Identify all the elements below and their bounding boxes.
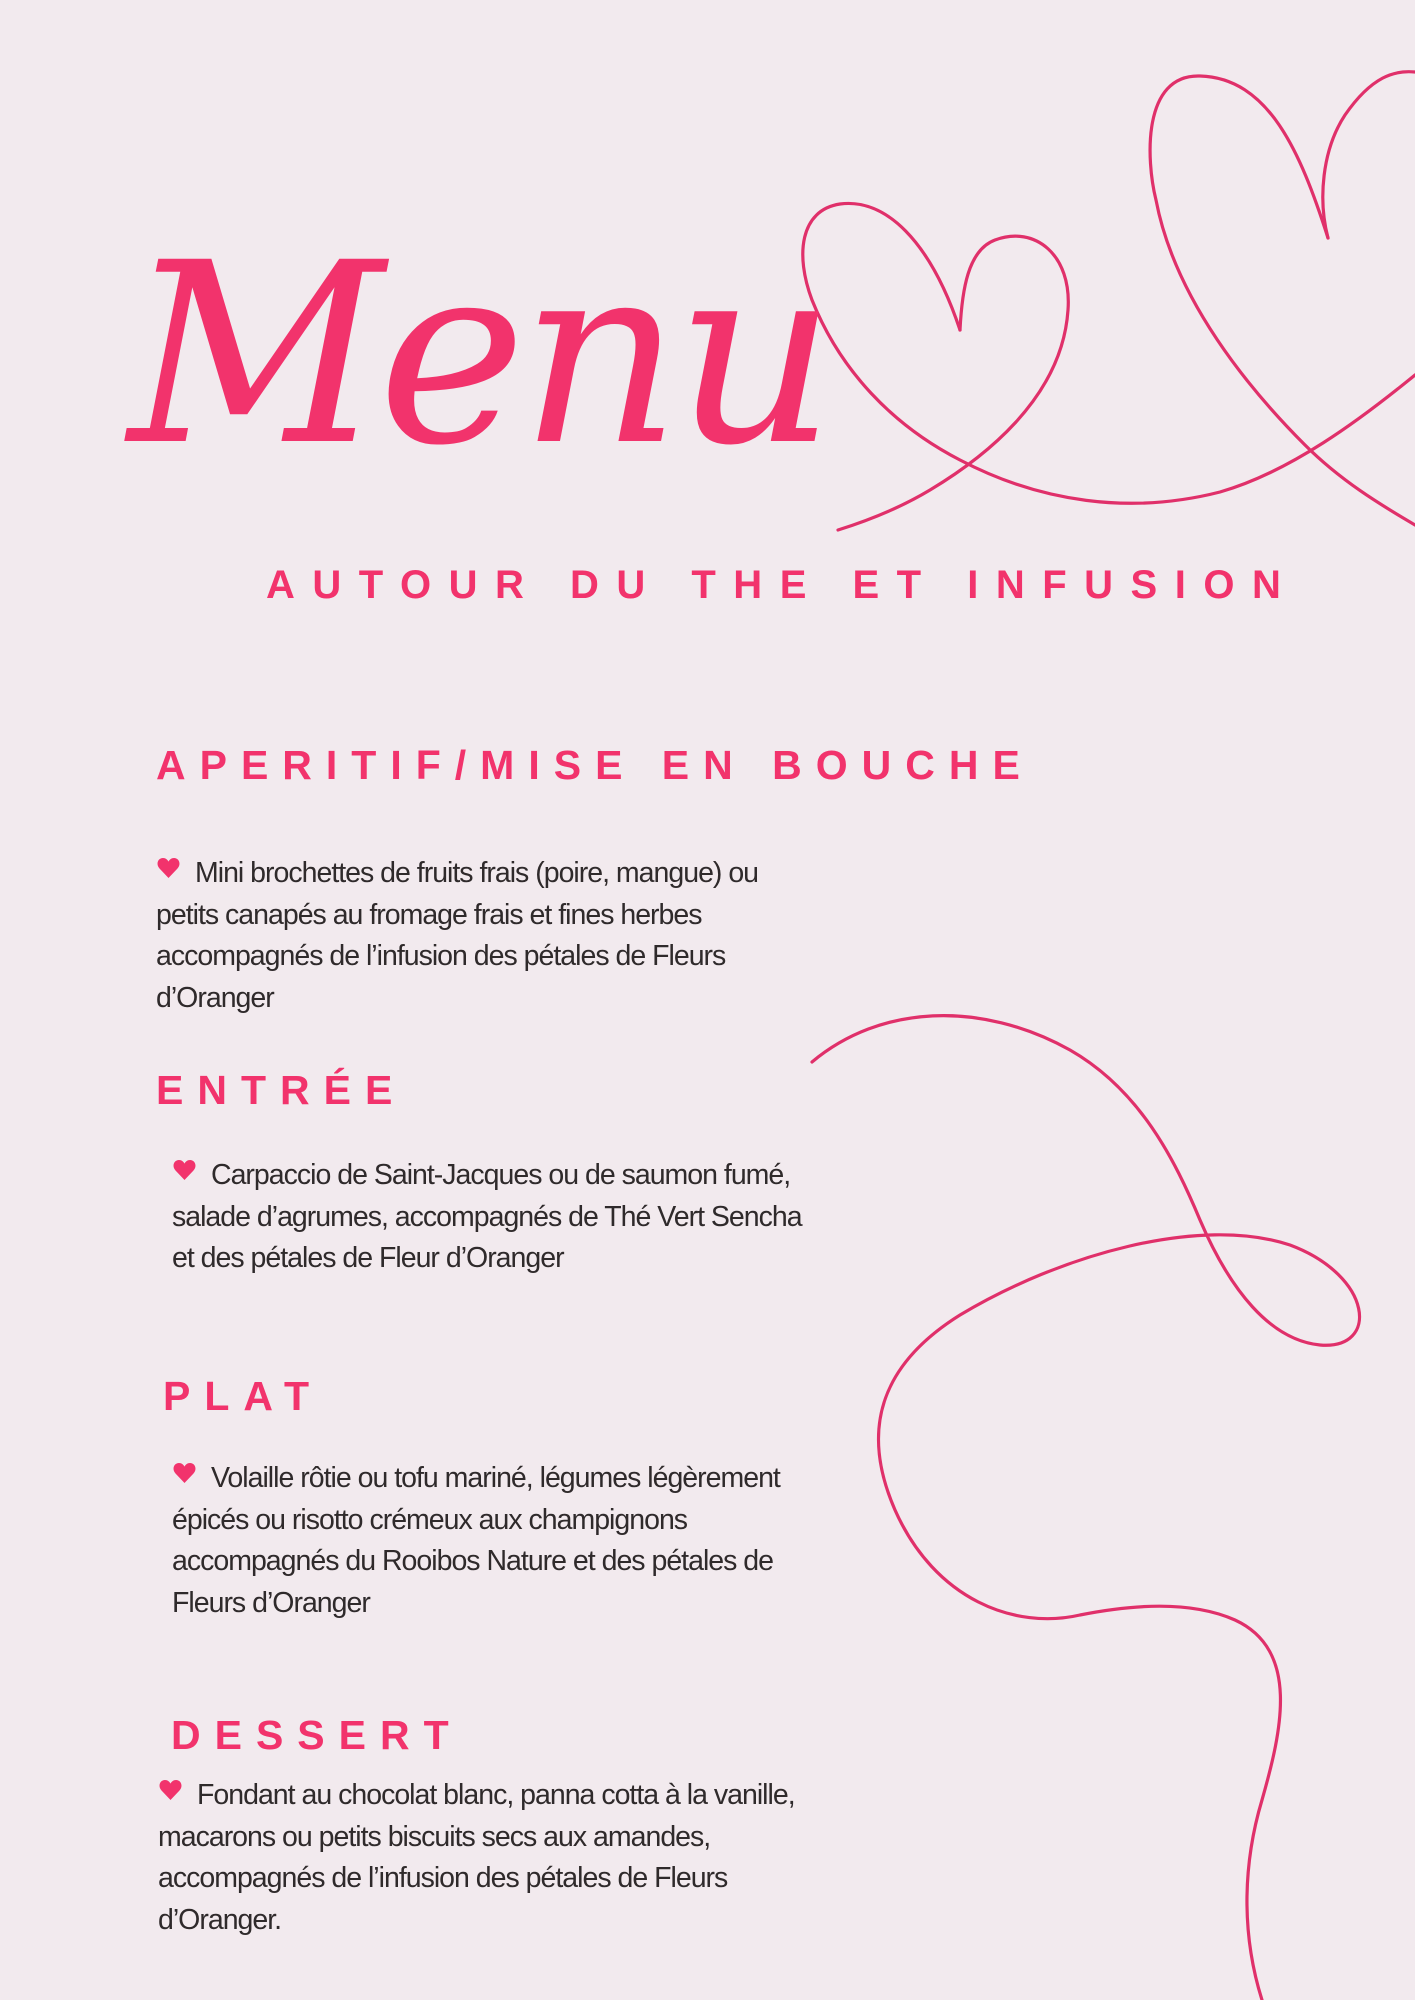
section-title-dessert: DESSERT: [171, 1712, 463, 1758]
heart-icon: [156, 857, 181, 879]
item-text-plat: Volaille rôtie ou tofu mariné, légumes légèrement épicés ou risotto crémeux aux champignons accompagnés du Rooibos Nature et des pétales de Fleurs d’Oranger: [172, 1462, 780, 1619]
list-item-aperitif: [156, 853, 796, 1019]
swirl-flourish: [812, 1016, 1360, 2000]
heart-icon: [172, 1462, 197, 1484]
item-text-dessert: Fondant au chocolat blanc, panna cotta à la vanille, macarons ou petits biscuits secs aux amandes, accompagnés de l’infusion des pétales de Fleurs d’Oranger.: [158, 1779, 795, 1936]
item-text-aperitif: Mini brochettes de fruits frais (poire, mangue) ou petits canapés au fromage frais et fines herbes accompagnés de l’infusion des pétales de Fleurs d’Oranger: [156, 857, 759, 1014]
list-item-entree: [172, 1155, 812, 1280]
heart-swoop-line: [803, 203, 1415, 503]
list-item-dessert: [158, 1775, 838, 1941]
large-heart-right-lobe: [1323, 72, 1415, 238]
menu-title: Menu: [128, 209, 830, 500]
list-item-plat: [172, 1458, 812, 1624]
heart-icon: [172, 1159, 197, 1181]
large-heart-outline-icon: [1150, 76, 1415, 525]
small-heart-outline-icon: [838, 236, 1068, 530]
item-text-entree: Carpaccio de Saint-Jacques ou de saumon fumé, salade d’agrumes, accompagnés de Thé Vert Sencha et des pétales de Fleur d’Oranger: [172, 1159, 802, 1274]
section-title-aperitif: APERITIF/MISE EN BOUCHE: [156, 742, 1034, 788]
heart-icon: [158, 1779, 183, 1801]
section-title-plat: PLAT: [163, 1373, 324, 1419]
section-title-entree: ENTRÉE: [156, 1067, 407, 1113]
menu-subtitle: AUTOUR DU THE ET INFUSION: [266, 563, 1299, 607]
